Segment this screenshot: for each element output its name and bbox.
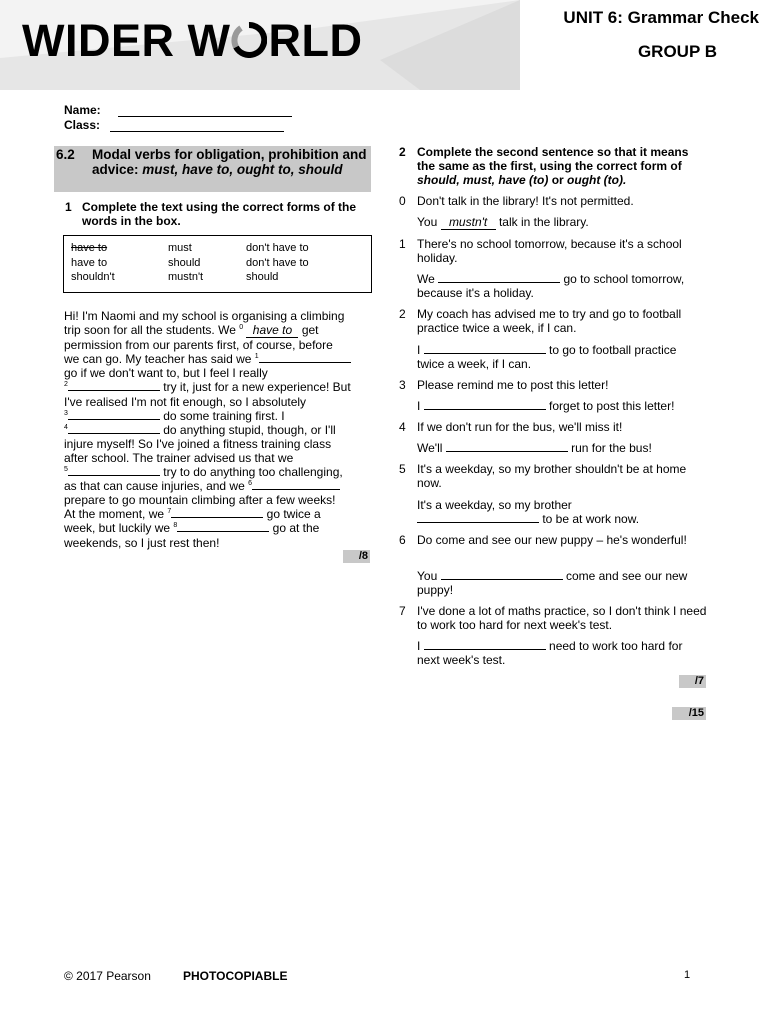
exercise1-score: /8 bbox=[343, 550, 370, 563]
item-first-sentence: Do come and see our new puppy – he's wonderful! bbox=[417, 533, 687, 547]
gap-number: 3 bbox=[64, 409, 68, 417]
item-first-sentence: My coach has advised me to try and go to football practice twice a week, if I can. bbox=[417, 307, 682, 335]
answer-gap[interactable] bbox=[171, 507, 263, 518]
item-number: 0 bbox=[399, 194, 406, 208]
gap-number: 0 bbox=[239, 324, 244, 332]
word-box-item: should bbox=[246, 271, 279, 283]
sentence-end: to be at work now. bbox=[542, 512, 640, 526]
example-answer: mustn't bbox=[441, 215, 496, 230]
wider-world-logo bbox=[22, 15, 363, 66]
item-second-sentence bbox=[417, 343, 707, 371]
answer-gap[interactable] bbox=[68, 465, 160, 476]
section-title bbox=[92, 147, 368, 177]
class-field[interactable] bbox=[64, 118, 284, 132]
page-number: 1 bbox=[684, 969, 691, 981]
passage-text: At the moment, we bbox=[64, 507, 165, 522]
class-label: Class: bbox=[64, 118, 101, 132]
passage-line: permission from our parents first, of course, before bbox=[64, 338, 333, 353]
item-first-sentence: There's no school tomorrow, because it's a school holiday. bbox=[417, 237, 682, 265]
gap-number: 4 bbox=[64, 423, 68, 431]
answer-gap[interactable] bbox=[68, 423, 160, 434]
word-box-item: don't have to bbox=[246, 242, 309, 254]
item-first-sentence: Don't talk in the library! It's not permitted. bbox=[417, 194, 634, 208]
item-first-sentence: If we don't run for the bus, we'll miss it! bbox=[417, 420, 623, 434]
item-second-sentence bbox=[417, 441, 707, 455]
passage-line: go if we don't want to, but I feel I really bbox=[64, 366, 268, 381]
passage-text: do anything stupid, though, or I'll bbox=[163, 422, 336, 437]
item-first-sentence: It's a weekday, so my brother shouldn't be at home now. bbox=[417, 462, 687, 490]
passage-line: I've realised I'm not fit enough, so I absolutely bbox=[64, 394, 307, 409]
item-number: 7 bbox=[399, 604, 406, 618]
word-box-item: shouldn't bbox=[71, 271, 115, 283]
answer-gap[interactable] bbox=[424, 639, 546, 650]
instruction-italic: should, must, have (to) bbox=[417, 173, 549, 187]
answer-gap[interactable] bbox=[417, 512, 539, 523]
item-first-sentence: Please remind me to post this letter! bbox=[417, 378, 609, 392]
item-second-sentence bbox=[417, 215, 707, 230]
sentence-end: to go to football practice twice a week, if I can. bbox=[417, 343, 677, 371]
item-second-sentence bbox=[417, 399, 707, 413]
group-label: GROUP B bbox=[637, 42, 717, 61]
section-title-plain: Modal verbs for obligation, prohibition and advice: bbox=[92, 147, 367, 177]
sentence-end: come and see our new puppy! bbox=[417, 569, 688, 597]
section-number: 6.2 bbox=[56, 147, 75, 162]
answer-gap[interactable] bbox=[177, 521, 269, 532]
word-box-item: should bbox=[168, 257, 201, 269]
passage-text: we can go. My teacher has said we bbox=[64, 352, 252, 367]
item-second-sentence bbox=[417, 272, 707, 300]
passage-text: as that can cause injuries, and we bbox=[64, 479, 245, 494]
answer-gap[interactable] bbox=[259, 352, 351, 363]
instruction-text: Complete the second sentence so that it means the same as the first, using the correct form of bbox=[417, 145, 689, 173]
gap-number: 5 bbox=[64, 466, 68, 474]
word-box-item: have to bbox=[71, 257, 108, 269]
sentence-start: I bbox=[417, 639, 421, 653]
section-title-italic: must, have to, ought to, should bbox=[142, 162, 343, 177]
logo-o-icon bbox=[231, 20, 267, 56]
name-label: Name: bbox=[64, 103, 101, 117]
unit-title: UNIT 6: Grammar Check bbox=[563, 8, 759, 27]
gap-number: 7 bbox=[167, 508, 172, 516]
word-box-item: don't have to bbox=[246, 257, 309, 269]
passage-text: try it, just for a new experience! But bbox=[163, 380, 351, 395]
exercise1-instruction: Complete the text using the correct forms of the words in the box. bbox=[82, 200, 357, 228]
instruction-text: or bbox=[551, 173, 564, 187]
example-answer: have to bbox=[246, 323, 298, 338]
instruction-italic: ought (to). bbox=[567, 173, 627, 187]
item-first-sentence: I've done a lot of maths practice, so I don't think I need to work too hard for next week's test. bbox=[417, 604, 707, 632]
logo-text-start: WIDER W bbox=[22, 15, 231, 66]
passage-text: week, but luckily we bbox=[64, 521, 171, 536]
passage-line: after school. The trainer advised us that we bbox=[64, 450, 294, 465]
sentence-start: We'll bbox=[417, 441, 443, 455]
name-line[interactable] bbox=[118, 105, 292, 117]
passage-line: Hi! I'm Naomi and my school is organising a climbing bbox=[64, 309, 345, 323]
word-box-item: mustn't bbox=[168, 271, 204, 283]
passage-line: weekends, so I just rest then! bbox=[64, 535, 220, 550]
exercise2-score: /7 bbox=[679, 675, 706, 688]
item-second-sentence bbox=[417, 569, 707, 597]
sentence-end: talk in the library. bbox=[498, 215, 589, 229]
item-second-sentence bbox=[417, 639, 707, 667]
word-box bbox=[63, 235, 372, 293]
passage-text: go twice a bbox=[266, 507, 321, 522]
photocopiable-label: PHOTOCOPIABLE bbox=[183, 969, 288, 983]
sentence-start: It's a weekday, so my brother bbox=[417, 498, 572, 512]
sentence-start: You bbox=[417, 569, 438, 583]
sentence-start: You bbox=[417, 215, 438, 229]
sentence-start: I bbox=[417, 343, 421, 357]
gap-number: 1 bbox=[254, 353, 259, 361]
exercise2-instruction bbox=[417, 145, 709, 187]
passage-line: injure myself! So I've joined a fitness training class bbox=[64, 436, 332, 451]
logo-text-end: RLD bbox=[268, 15, 363, 66]
passage-text: do some training first. I bbox=[163, 408, 285, 423]
sentence-end: need to work too hard for next week's test. bbox=[417, 639, 683, 667]
answer-gap[interactable] bbox=[252, 479, 340, 490]
sentence-start: We bbox=[417, 272, 435, 286]
gap-number: 8 bbox=[173, 522, 178, 530]
answer-gap[interactable] bbox=[438, 272, 560, 283]
exercise2-number: 2 bbox=[399, 145, 406, 159]
item-number: 3 bbox=[399, 378, 406, 392]
word-box-item: have to bbox=[71, 242, 108, 254]
class-line[interactable] bbox=[110, 120, 284, 132]
answer-gap[interactable] bbox=[68, 409, 160, 420]
sentence-end: run for the bus! bbox=[571, 441, 652, 455]
word-box-item: must bbox=[168, 242, 192, 254]
sentence-end: go to school tomorrow, because it's a holiday. bbox=[417, 272, 685, 300]
answer-gap[interactable] bbox=[68, 380, 160, 391]
passage-text: get bbox=[301, 323, 319, 338]
answer-gap[interactable] bbox=[424, 343, 546, 354]
answer-gap[interactable] bbox=[424, 399, 546, 410]
item-number: 6 bbox=[399, 533, 406, 547]
passage-text: trip soon for all the students. We bbox=[64, 323, 236, 338]
item-number: 1 bbox=[399, 237, 406, 251]
answer-gap[interactable] bbox=[441, 569, 563, 580]
item-second-sentence bbox=[417, 498, 707, 526]
copyright: © 2017 Pearson bbox=[64, 969, 151, 983]
gap-number: 2 bbox=[64, 381, 68, 389]
exercise1-passage bbox=[64, 309, 370, 550]
passage-text: try to do anything too challenging, bbox=[163, 465, 343, 480]
answer-gap[interactable] bbox=[446, 441, 568, 452]
exercise1-number: 1 bbox=[65, 200, 72, 214]
item-number: 5 bbox=[399, 462, 406, 476]
passage-line: prepare to go mountain climbing after a few weeks! bbox=[64, 493, 336, 508]
item-number: 2 bbox=[399, 307, 406, 321]
name-field[interactable] bbox=[64, 103, 292, 117]
passage-text: go at the bbox=[272, 521, 320, 536]
item-number: 4 bbox=[399, 420, 406, 434]
total-score: /15 bbox=[672, 707, 706, 720]
gap-number: 6 bbox=[248, 480, 253, 488]
sentence-start: I bbox=[417, 399, 421, 413]
sentence-end: forget to post this letter! bbox=[549, 399, 675, 413]
